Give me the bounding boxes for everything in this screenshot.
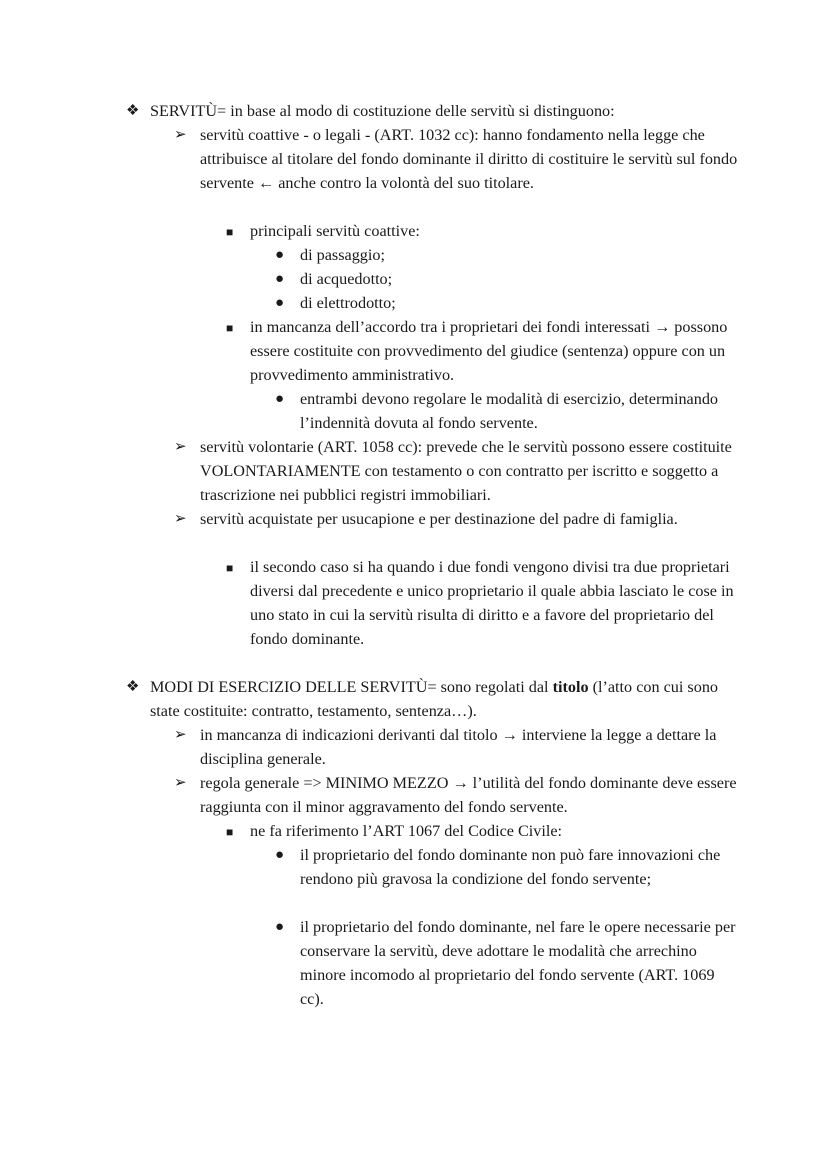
list-item-mancanza-accordo (226, 315, 740, 387)
servitu-coattive-text: servitù coattive - o legali - (ART. 1032 cc): hanno fondamento nella legge che attribuisce al titolare del fondo dominante il diritto di costituire le servitù sul fondo servente ← anche contro la volontà del suo titolare. (200, 126, 738, 192)
list-item-servitu-coattive (174, 123, 740, 195)
arrow-bullet-icon: ➢ (174, 127, 187, 143)
list-item-servitu-usucapione (174, 507, 740, 531)
riferimento-text: ne fa riferimento l’ART 1067 del Codice Civile: (250, 822, 563, 840)
principali-text: principali servitù coattive: (250, 222, 420, 240)
dot-bullet-icon: ● (275, 271, 285, 287)
mancanza-accordo-text: in mancanza dell’accordo tra i proprietari dei fondi interessati → possono essere costituite con provvedimento del giudice (sentenza) oppure con un provvedimento amministrativo. (250, 318, 728, 384)
heading-bold-titolo: titolo (552, 678, 589, 696)
heading-pre-text: MODI DI ESERCIZIO DELLE SERVITÙ= sono regolati dal (150, 678, 553, 696)
list-item-opere (275, 915, 740, 1011)
arrow-bullet-icon: ➢ (174, 439, 187, 455)
elettrodotto-text: di elettrodotto; (300, 294, 396, 312)
servitu-usucapione-text: servitù acquistate per usucapione e per destinazione del padre di famiglia. (200, 510, 678, 528)
list-item-elettrodotto (275, 291, 740, 315)
section-servitu-heading: SERVITÙ= in base al modo di costituzione delle servitù si distinguono: (150, 102, 615, 120)
arrow-bullet-icon: ➢ (174, 775, 187, 791)
arrow-bullet-icon: ➢ (174, 511, 187, 527)
opere-text: il proprietario del fondo dominante, nel fare le opere necessarie per conservare la servitù, deve adottare le modalità che arrechino minore incomodo al proprietario del fondo servente (ART. 1069 cc). (300, 918, 736, 1008)
arrow-bullet-icon: ➢ (174, 727, 187, 743)
diamond-bullet-icon: ❖ (126, 103, 140, 119)
list-item-innovazioni (275, 843, 740, 891)
dot-bullet-icon: ● (275, 295, 285, 311)
square-bullet-icon: ■ (226, 321, 234, 335)
section-modi-esercizio-heading (150, 675, 740, 723)
square-bullet-icon: ■ (226, 825, 234, 839)
diamond-bullet-icon: ❖ (126, 679, 140, 695)
servitu-volontarie-text: servitù volontarie (ART. 1058 cc): prevede che le servitù possono essere costituite VOLONTARIAMENTE con testamento o con contratto per iscritto e soggetto a trascrizione nei pubblici registri immobiliari. (200, 438, 732, 504)
dot-bullet-icon: ● (275, 391, 285, 407)
list-item-principali (226, 219, 740, 243)
passaggio-text: di passaggio; (300, 246, 385, 264)
dot-bullet-icon: ● (275, 919, 285, 935)
list-item-entrambi (275, 387, 740, 435)
regola-generale-text: regola generale => MINIMO MEZZO → l’utilità del fondo dominante deve essere raggiunta con il minor aggravamento del fondo servente. (200, 774, 737, 816)
list-item-indicazioni (174, 723, 740, 771)
list-item-secondo-caso (226, 555, 740, 651)
entrambi-text: entrambi devono regolare le modalità di esercizio, determinando l’indennità dovuta al fondo servente. (300, 390, 719, 432)
list-item-servitu-volontarie (174, 435, 740, 507)
dot-bullet-icon: ● (275, 847, 285, 863)
acquedotto-text: di acquedotto; (300, 270, 393, 288)
list-item-acquedotto (275, 267, 740, 291)
indicazioni-text: in mancanza di indicazioni derivanti dal titolo → interviene la legge a dettare la disciplina generale. (200, 726, 717, 768)
square-bullet-icon: ■ (226, 225, 234, 239)
list-item-passaggio (275, 243, 740, 267)
section-servitu-heading-item (126, 99, 740, 123)
square-bullet-icon: ■ (226, 561, 234, 575)
list-item-regola-generale (174, 771, 740, 819)
innovazioni-text: il proprietario del fondo dominante non può fare innovazioni che rendono più gravosa la condizione del fondo servente; (300, 846, 721, 888)
list-item-riferimento (226, 819, 740, 843)
secondo-caso-text: il secondo caso si ha quando i due fondi vengono divisi tra due proprietari diversi dal precedente e unico proprietario il quale abbia lasciato le cose in uno stato in cui la servitù risulta di diritto e a favore del proprietario del fondo dominante. (250, 558, 734, 648)
section-modi-esercizio-heading-item (126, 675, 740, 723)
dot-bullet-icon: ● (275, 247, 285, 263)
heading-post-text: (l’atto con cui sono state costituite: contratto, testamento, sentenza…). (150, 678, 719, 720)
